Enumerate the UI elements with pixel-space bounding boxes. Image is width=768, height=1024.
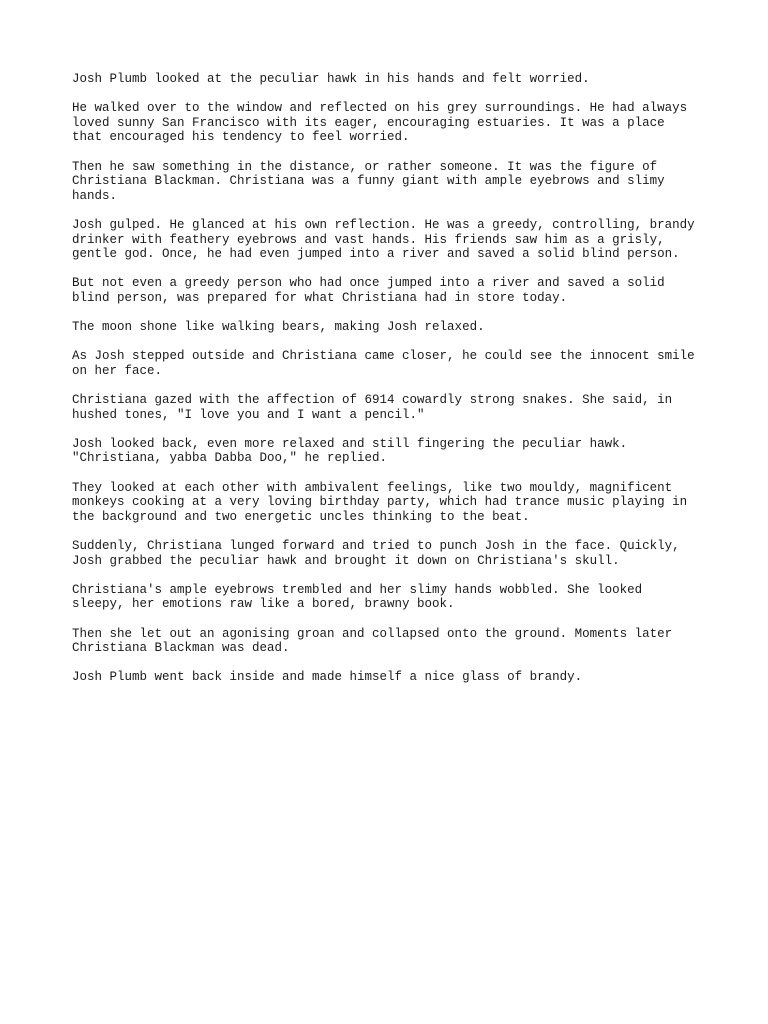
paragraph-13: Then she let out an agonising groan and collapsed onto the ground. Moments later Christiana Blackman was dead. [72, 626, 673, 656]
paragraph-2: He walked over to the window and reflected on his grey surroundings. He had always loved sunny San Francisco with its eager, encouraging estuaries. It was a place that encouraged his tendency to feel worried. [72, 101, 688, 145]
paragraph-1: Josh Plumb looked at the peculiar hawk in his hands and felt worried. [72, 72, 590, 86]
paragraph-3: Then he saw something in the distance, or rather someone. It was the figure of Christiana Blackman. Christiana was a funny giant with ample eyebrows and slimy hands. [72, 159, 665, 203]
paragraph-5: But not even a greedy person who had once jumped into a river and saved a solid blind person, was prepared for what Christiana had in store today. [72, 276, 665, 305]
story-body [72, 72, 702, 700]
paragraph-11: Suddenly, Christiana lunged forward and tried to punch Josh in the face. Quickly, Josh grabbed the peculiar hawk and brought it down on Christiana's skull. [72, 539, 680, 568]
paragraph-12: Christiana's ample eyebrows trembled and her slimy hands wobbled. She looked sleepy, her emotions raw like a bored, brawny book. [72, 582, 643, 612]
paragraph-7: As Josh stepped outside and Christiana came closer, he could see the innocent smile on her face. [72, 349, 695, 378]
paragraph-6: The moon shone like walking bears, making Josh relaxed. [72, 320, 485, 335]
paragraph-4: Josh gulped. He glanced at his own reflection. He was a greedy, controlling, brandy drinker with feathery eyebrows and vast hands. His friends saw him as a grisly, gentle god. Once, he had even jumped into a river and saved a solid blind person. [72, 217, 695, 262]
paragraph-8: Christiana gazed with the affection of 6914 cowardly strong snakes. She said, in hushed tones, "I love you and I want a pencil." [72, 393, 673, 422]
paragraph-9: Josh looked back, even more relaxed and still fingering the peculiar hawk. "Christiana, yabba Dabba Doo," he replied. [72, 436, 628, 466]
paragraph-14: Josh Plumb went back inside and made himself a nice glass of brandy. [72, 670, 583, 685]
paragraph-10: They looked at each other with ambivalent feelings, like two mouldy, magnificent monkeys cooking at a very loving birthday party, which had trance music playing in the background and two energetic uncles thinking to the beat. [72, 480, 688, 524]
